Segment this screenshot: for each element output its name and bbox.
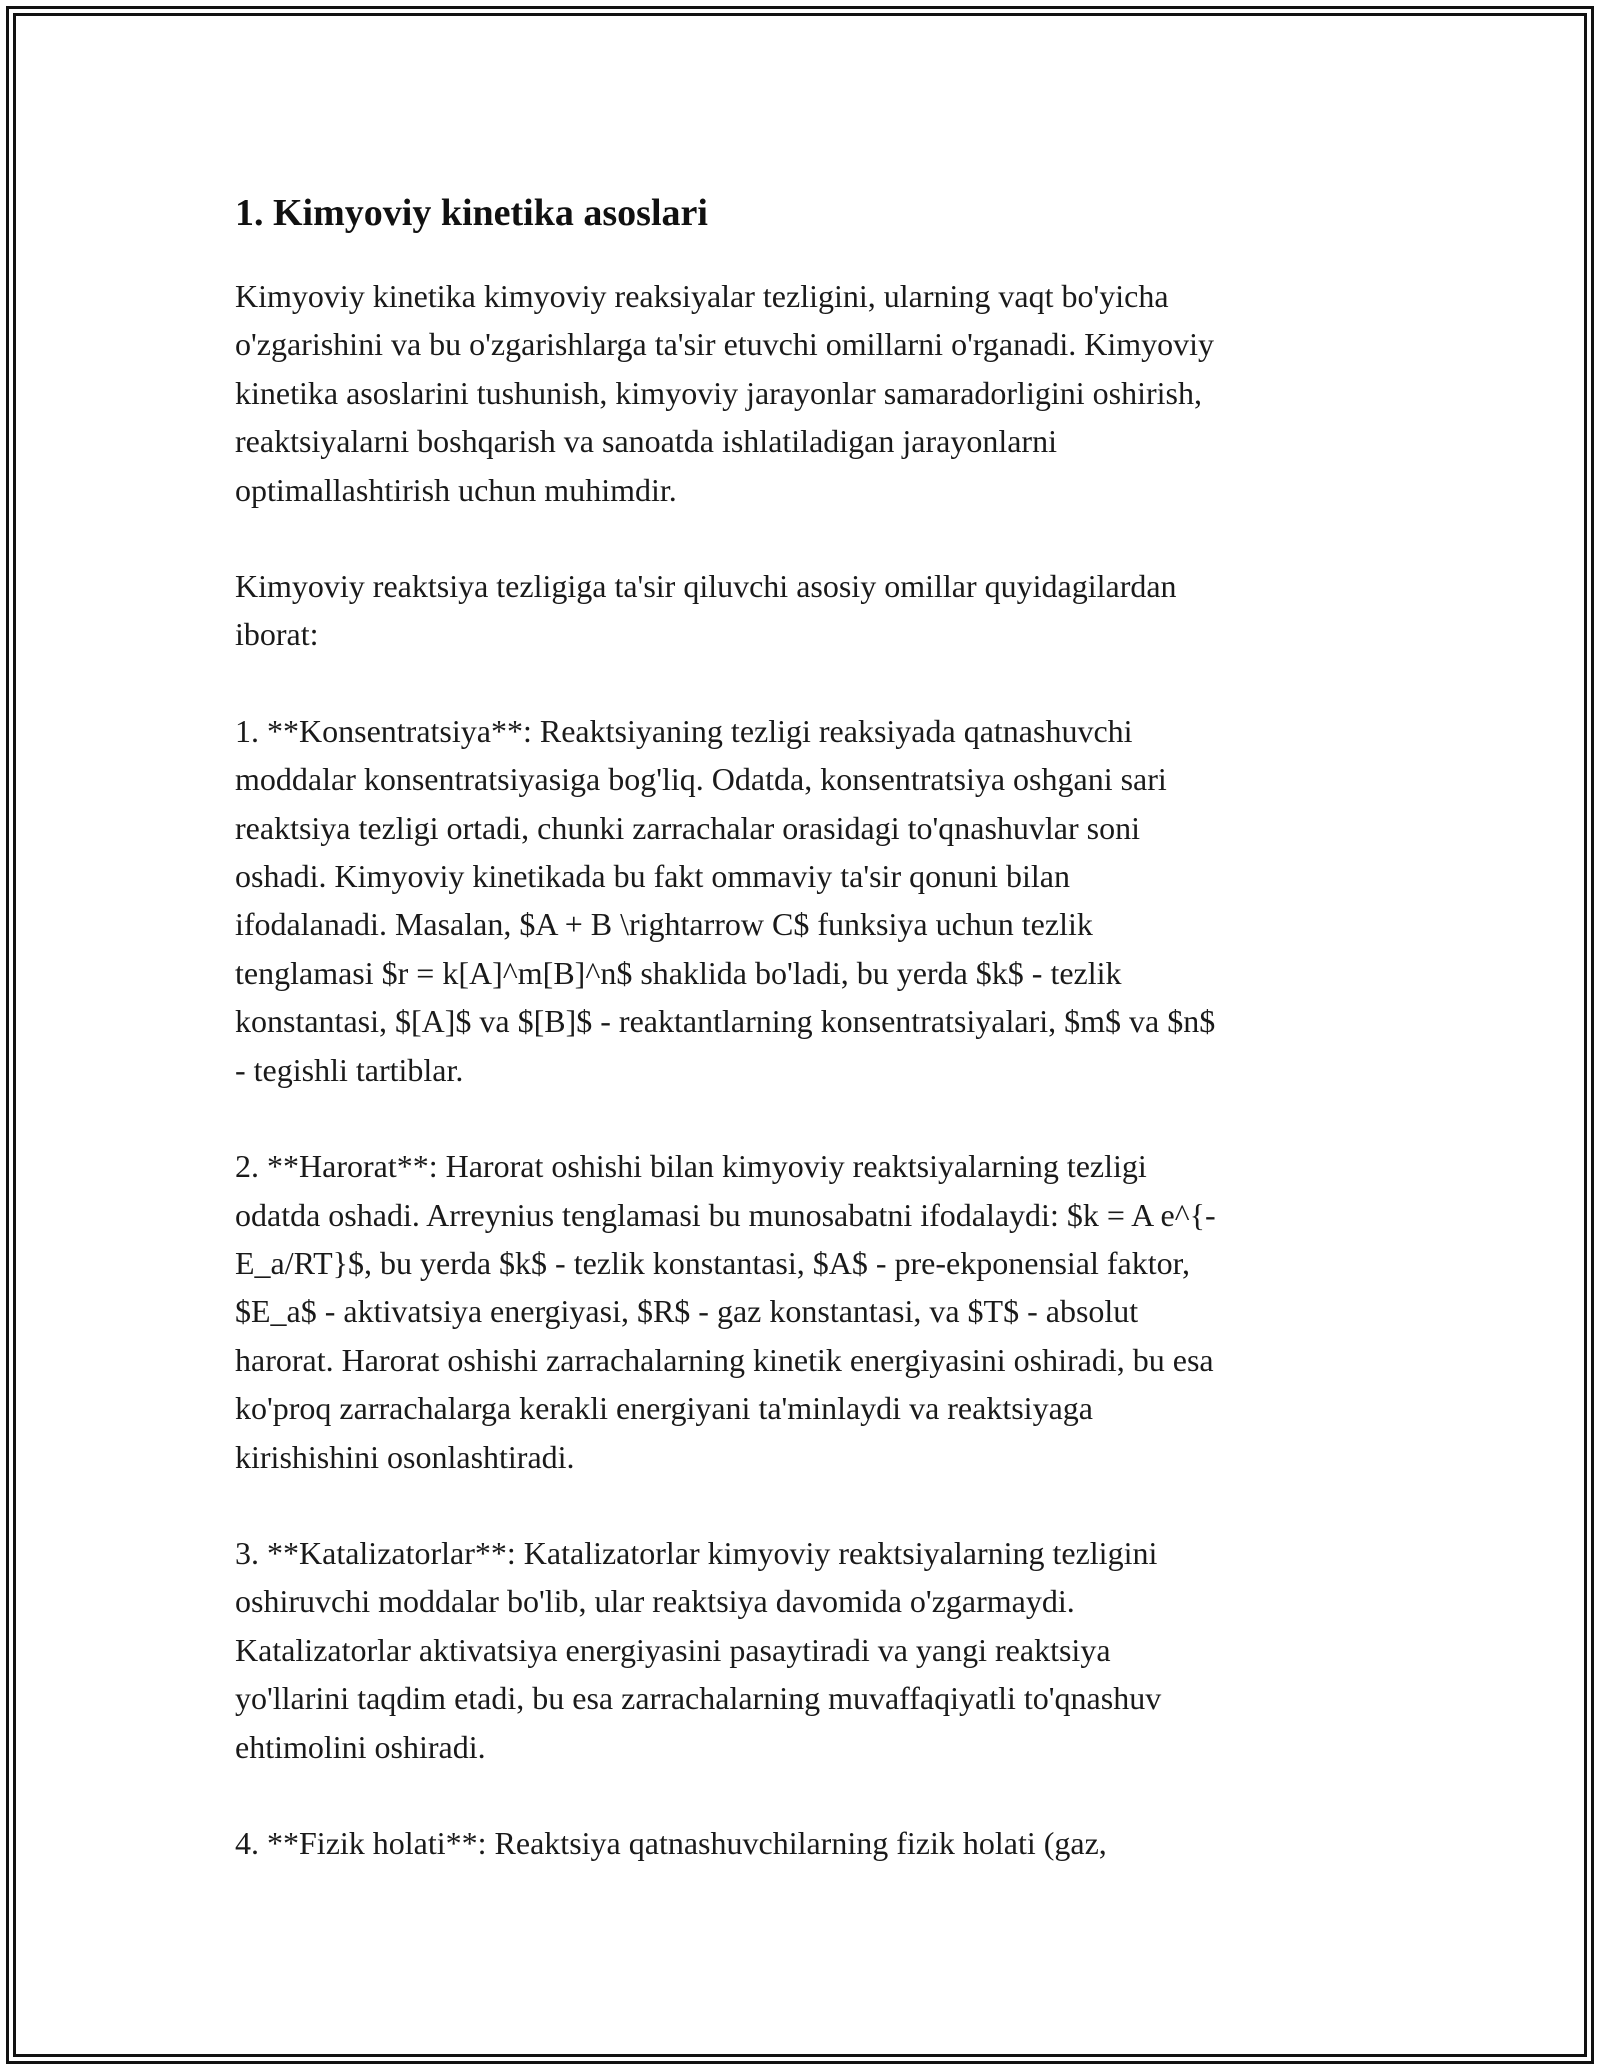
section-heading: 1. Kimyoviy kinetika asoslari [235, 192, 708, 234]
temperature-paragraph: 2. **Harorat**: Harorat oshishi bilan kimyoviy reaktsiyalarning tezligi odatda oshadi. Arreynius tenglamasi bu munosabatni ifodalaydi: $k = A e^{- E_a/RT}$, bu yerda $k$ - tezlik konstantasi, $A$ - pre-ekponensial faktor, $E_a$ - aktivatsiya energiyasi, $R$ - gaz konstantasi, va $T$ - absolut harorat. Harorat oshishi zarrachalarning kinetik energiyasini oshiradi, bu esa ko'proq zarrachalarga kerakli energiyani ta'minlaydi va reaktsiyaga kirishishini osonlashtiradi. [235, 1148, 1216, 1475]
physical-state-paragraph: 4. **Fizik holati**: Reaktsiya qatnashuvchilarning fizik holati (gaz, [235, 1824, 1107, 1861]
catalysts-paragraph: 3. **Katalizatorlar**: Katalizatorlar kimyoviy reaktsiyalarning tezligini oshiruvchi moddalar bo'lib, ular reaktsiya davomida o'zgarmaydi. Katalizatorlar aktivatsiya energiyasini pasaytiradi va yangi reaktsiya yo'llarini taqdim etadi, bu esa zarrachalarning muvaffaqiyatli to'qnashuv ehtimolini oshiradi. [235, 1534, 1162, 1765]
concentration-paragraph: 1. **Konsentratsiya**: Reaktsiyaning tezligi reaksiyada qatnashuvchi moddalar konsentratsiyasiga bog'liq. Odatda, konsentratsiya oshgani sari reaktsiya tezligi ortadi, chunki zarrachalar orasidagi to'qnashuvlar soni oshadi. Kimyoviy kinetikada bu fakt ommaviy ta'sir qonuni bilan ifodalanadi. Masalan, $A + B \rightarrow C$ funksiya uchun tezlik tenglamasi $r = k[A]^m[B]^n$ shaklida bo'ladi, bu yerda $k$ - tezlik konstantasi, $[A]$ va $[B]$ - reaktantlarning konsentratsiyalari, $m$ va $n$ - tegishli tartiblar. [235, 712, 1216, 1088]
intro-paragraph: Kimyoviy kinetika kimyoviy reaksiyalar tezligini, ularning vaqt bo'yicha o'zgarishini va bu o'zgarishlarga ta'sir etuvchi omillarni o'rganadi. Kimyoviy kinetika asoslarini tushunish, kimyoviy jarayonlar samaradorligini oshirish, reaktsiyalarni boshqarish va sanoatda ishlatiladigan jarayonlarni optimallashtirish uchun muhimdir. [235, 278, 1214, 508]
factors-intro-paragraph: Kimyoviy reaktsiya tezligiga ta'sir qiluvchi asosiy omillar quyidagilardan iborat: [235, 568, 1177, 653]
document-body [235, 188, 1365, 1867]
